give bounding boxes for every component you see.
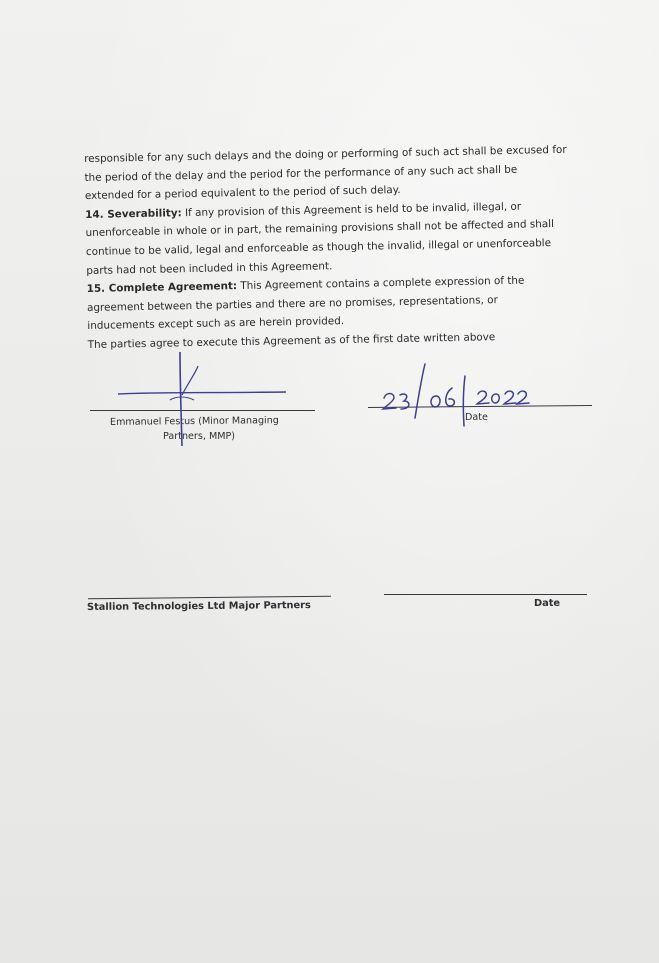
clause-heading: 15. Complete Agreement:: [86, 280, 238, 296]
clause-15-line: inducements except such as are herein provided.: [87, 315, 345, 333]
clause-heading: 14. Severability:: [85, 206, 182, 221]
clause-text: This Agreement contains a complete expression of the: [236, 274, 525, 293]
clause-13-line: responsible for any such delays and the doing or performing of such act shall be excused for: [84, 143, 567, 165]
closing-statement: The parties agree to execute this Agreement as of the first date written above: [87, 331, 496, 351]
party1-title: Partners, MMP): [163, 431, 236, 442]
clause-14-line: parts had not been included in this Agreement.: [86, 259, 333, 277]
date-label: Date: [465, 412, 488, 423]
clause-14-line: unenforceable in whole or in part, the remaining provisions shall not be affected and shall: [85, 218, 555, 240]
party1-name: Emmanuel Festus (Minor Managing: [109, 415, 279, 428]
clause-14-line: continue to be valid, legal and enforceable as though the invalid, illegal or unenforceable: [85, 237, 552, 258]
clause-13-line: extended for a period equivalent to the period of such delay.: [84, 184, 401, 203]
clause-13-line: the period of the delay and the period for the performance of any such act shall be: [84, 163, 518, 184]
date-label: Date: [534, 598, 561, 609]
party2-name: Stallion Technologies Ltd Major Partners: [86, 600, 311, 613]
clause-text: If any provision of this Agreement is held to be invalid, illegal, or: [181, 200, 522, 219]
clause-15-line: agreement between the parties and there are no promises, representations, or: [86, 293, 498, 314]
